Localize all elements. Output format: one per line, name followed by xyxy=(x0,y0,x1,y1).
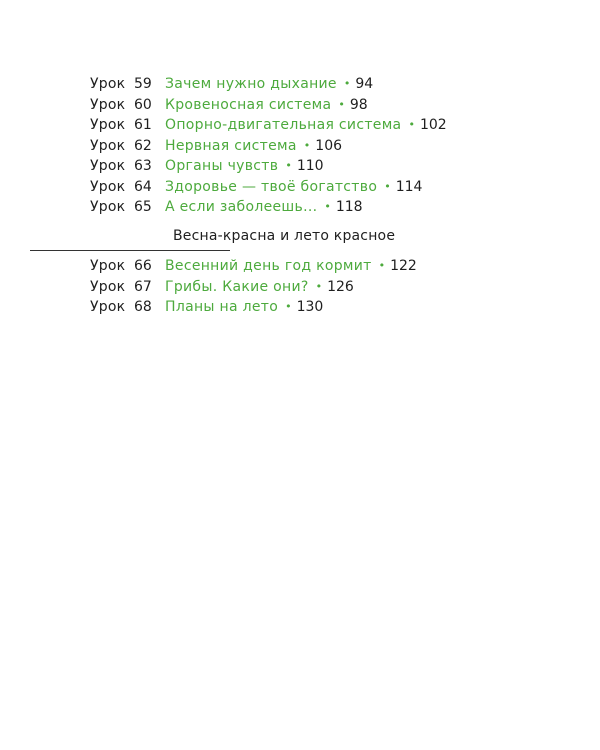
page-number: 102 xyxy=(419,117,447,133)
lesson-title: Весенний день год кормит xyxy=(165,258,372,274)
page-number: 122 xyxy=(390,258,417,274)
lesson-number: 67 xyxy=(134,278,152,295)
toc-row-lesson-60 xyxy=(90,95,570,116)
lesson-title: Здоровье — твоё богатство xyxy=(165,178,378,195)
toc-row-lesson-63 xyxy=(90,156,570,177)
bullet-separator: • xyxy=(384,179,391,193)
bullet-separator: • xyxy=(315,279,323,293)
table-of-contents-part-1 xyxy=(90,74,570,218)
section-divider-line xyxy=(30,250,230,251)
table-of-contents-part-2 xyxy=(90,256,570,318)
lesson-number: 61 xyxy=(134,117,152,133)
page-number: 110 xyxy=(296,158,324,174)
toc-row-lesson-64 xyxy=(90,177,570,198)
page-number: 130 xyxy=(296,299,324,315)
lesson-number: 66 xyxy=(134,258,152,274)
page-number: 118 xyxy=(335,199,363,215)
lesson-word: Урок xyxy=(90,278,126,295)
lesson-word: Урок xyxy=(90,96,126,113)
page-number: 94 xyxy=(355,76,374,92)
lesson-number: 62 xyxy=(134,137,152,154)
toc-row-lesson-62 xyxy=(90,136,570,157)
toc-row-lesson-59 xyxy=(90,74,570,95)
bullet-separator: • xyxy=(343,77,351,90)
lesson-number: 68 xyxy=(134,299,152,315)
lesson-number: 65 xyxy=(134,199,152,215)
lesson-title: Грибы. Какие они? xyxy=(165,278,309,295)
bullet-separator: • xyxy=(338,97,345,111)
page-number: 126 xyxy=(327,278,354,295)
bullet-separator: • xyxy=(285,300,292,313)
toc-row-lesson-66 xyxy=(90,256,570,277)
lesson-title: Кровеносная система xyxy=(165,96,332,113)
page-number: 98 xyxy=(349,96,368,113)
lesson-number: 59 xyxy=(134,76,152,92)
bullet-separator: • xyxy=(378,259,386,272)
lesson-word: Урок xyxy=(90,258,126,274)
lesson-word: Урок xyxy=(90,299,126,315)
lesson-title: А если заболеешь... xyxy=(165,199,318,215)
lesson-word: Урок xyxy=(90,117,126,133)
toc-row-lesson-65 xyxy=(90,197,570,218)
lesson-title: Планы на лето xyxy=(165,299,279,315)
bullet-separator: • xyxy=(408,118,415,131)
bullet-separator: • xyxy=(303,138,311,152)
bullet-separator: • xyxy=(324,200,331,213)
lesson-word: Урок xyxy=(90,178,126,195)
page-number: 106 xyxy=(315,137,343,154)
lesson-number: 64 xyxy=(134,178,152,195)
section-header xyxy=(30,226,450,256)
lesson-title: Органы чувств xyxy=(165,158,279,174)
toc-row-lesson-67 xyxy=(90,277,570,298)
lesson-word: Урок xyxy=(90,137,126,154)
page-number: 114 xyxy=(395,178,423,195)
lesson-title: Нервная система xyxy=(165,137,297,154)
bullet-separator: • xyxy=(285,159,292,172)
lesson-number: 60 xyxy=(134,96,152,113)
section-title: Весна-красна и лето красное xyxy=(173,228,396,244)
toc-row-lesson-61 xyxy=(90,115,570,136)
toc-row-lesson-68 xyxy=(90,297,570,318)
lesson-title: Зачем нужно дыхание xyxy=(165,76,337,92)
lesson-word: Урок xyxy=(90,76,126,92)
lesson-word: Урок xyxy=(90,199,126,215)
lesson-number: 63 xyxy=(134,158,152,174)
lesson-title: Опорно-двигательная система xyxy=(165,117,402,133)
lesson-word: Урок xyxy=(90,158,126,174)
